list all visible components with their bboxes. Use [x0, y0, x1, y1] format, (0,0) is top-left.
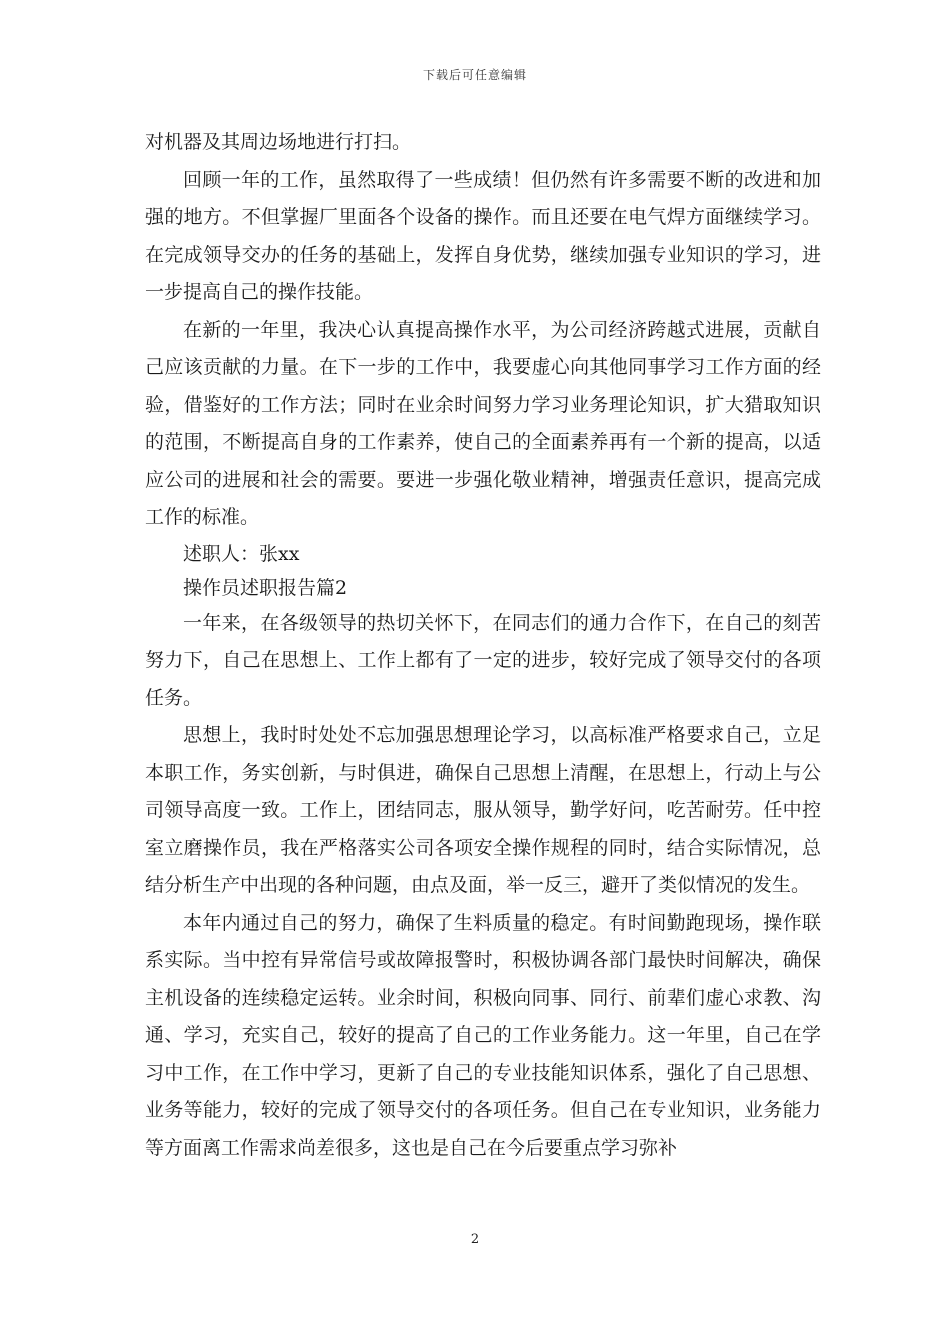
paragraph-new-year-plan: 在新的一年里，我决心认真提高操作水平，为公司经济跨越式进展，贡献自己应该贡献的力量。在下一步的工作中，我要虚心向其他同事学习工作方面的经验，借鉴好的工作方法；同时在业余时间努力学习业务理论知识，扩大猎取知识的范围，不断提高自身的工作素养，使自己的全面素养再有一个新的提高，以适应公司的进展和社会的需要。要进一步强化敬业精神，增强责任意识，提高完成工作的标准。 [145, 318, 821, 528]
page-number: 2 [470, 1232, 480, 1247]
page-header-note: 下载后可任意编辑 [422, 68, 527, 82]
paragraph-intro: 一年来，在各级领导的热切关怀下，在同志们的通力合作下，在自己的刻苦努力下，自己在思想上、工作上都有了一定的进步，较好完成了领导交付的各项任务。 [145, 611, 821, 709]
paragraph-review: 回顾一年的工作，虽然取得了一些成绩！但仍然有许多需要不断的改进和加强的地方。不但掌握厂里面各个设备的操作。而且还要在电气焊方面继续学习。在完成领导交办的任务的基础上，发挥自身优势，继续加强专业知识的学习，进一步提高自己的操作技能。 [145, 168, 821, 303]
document-body [145, 124, 821, 1167]
reporter-signature: 述职人：张xx [183, 542, 300, 565]
paragraph-thought: 思想上，我时时处处不忘加强思想理论学习，以高标准严格要求自己，立足本职工作，务实创新，与时俱进，确保自己思想上清醒，在思想上，行动上与公司领导高度一致。工作上，团结同志，服从领导，勤学好问，吃苦耐劳。任中控室立磨操作员，我在严格落实公司各项安全操作规程的同时，结合实际情况，总结分析生产中出现的各种问题，由点及面，举一反三，避开了类似情况的发生。 [145, 724, 821, 896]
paragraph-this-year: 本年内通过自己的努力，确保了生料质量的稳定。有时间勤跑现场，操作联系实际。当中控有异常信号或故障报警时，积极协调各部门最快时间解决，确保主机设备的连续稳定运转。业余时间，积极向同事、同行、前辈们虚心求教、沟通、学习，充实自己，较好的提高了自己的工作业务能力。这一年里，自己在学习中工作，在工作中学习，更新了自己的专业技能知识体系，强化了自己思想、业务等能力，较好的完成了领导交付的各项任务。但自己在专业知识，业务能力等方面离工作需求尚差很多，这也是自己在今后要重点学习弥补 [145, 911, 821, 1159]
paragraph-continuation: 对机器及其周边场地进行打扫。 [145, 131, 412, 153]
section-title: 操作员述职报告篇2 [183, 576, 348, 599]
